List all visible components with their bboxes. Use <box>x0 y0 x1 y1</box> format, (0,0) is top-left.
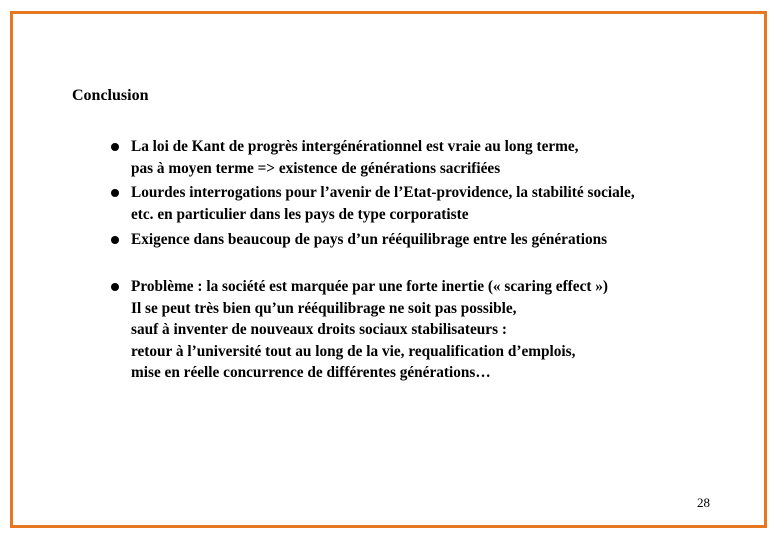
page-number: 28 <box>697 495 710 510</box>
bullet-line: mise en réelle concurrence de différentes générations… <box>131 364 491 381</box>
bullet-line: La loi de Kant de progrès intergénérationnel est vraie au long terme, <box>131 138 579 155</box>
bullet-line: Lourdes interrogations pour l’avenir de l’Etat-providence, la stabilité sociale, <box>131 184 635 201</box>
bullet-dot-icon <box>111 189 119 197</box>
bullet-line: Exigence dans beaucoup de pays d’un rééquilibrage entre les générations <box>131 231 608 248</box>
bullet-text <box>131 229 607 251</box>
bullet-dot-icon <box>111 143 119 151</box>
bullet-dot-icon <box>111 236 119 244</box>
bullet-line: Problème : la société est marquée par une forte inertie (« scaring effect ») <box>131 278 609 295</box>
bullet-text <box>131 136 579 179</box>
bullet-dot-icon <box>111 283 119 291</box>
bullet-line: sauf à inventer de nouveaux droits sociaux stabilisateurs : <box>131 321 507 338</box>
bullet-text <box>131 276 608 384</box>
bullet-line: Il se peut très bien qu’un rééquilibrage ne soit pas possible, <box>131 299 517 317</box>
bullet-line: retour à l’université tout au long de la vie, requalification d’emplois, <box>131 342 576 360</box>
bullet-text <box>131 182 635 225</box>
bullet-line: etc. en particulier dans les pays de type corporatiste <box>131 205 469 223</box>
bullet-line: pas à moyen terme => existence de générations sacrifiées <box>131 159 501 177</box>
slide-title: Conclusion <box>72 87 149 104</box>
